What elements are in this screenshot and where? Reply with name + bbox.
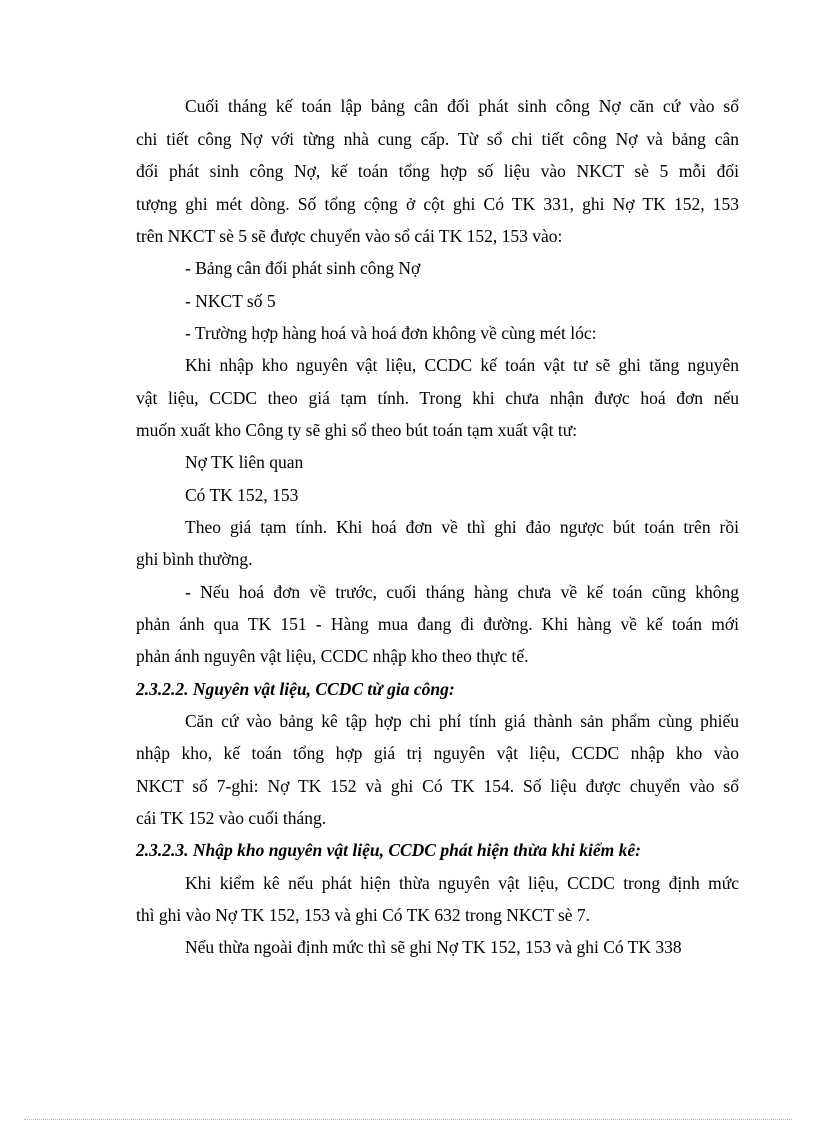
list-item: - NKCT số 5 [185, 291, 276, 311]
text-line: cái TK 152 vào cuối tháng. [136, 808, 327, 828]
text-line: vật liệu, CCDC theo giá tạm tính. Trong khi chưa nhận được hoá đơn nếu [136, 388, 739, 408]
list-item: - Trường hợp hàng hoá và hoá đơn không về cùng mét lóc: [185, 323, 597, 343]
text-line: NKCT số 7-ghi: Nợ TK 152 và ghi Có TK 154. Số liệu được chuyển vào sổ [136, 776, 739, 796]
text-line: Căn cứ vào bảng kê tập hợp chi phí tính giá thành sản phẩm cùng phiếu [185, 711, 739, 731]
text-line: muốn xuất kho Công ty sẽ ghi sổ theo bút toán tạm xuất vật tư: [136, 420, 578, 440]
list-item: - Bảng cân đối phát sinh công Nợ [185, 258, 421, 278]
text-line: trên NKCT sè 5 sẽ được chuyển vào sổ cái TK 152, 153 vào: [136, 226, 563, 246]
text-line: thì ghi vào Nợ TK 152, 153 và ghi Có TK 632 trong NKCT sè 7. [136, 905, 591, 925]
text-line: - Nếu hoá đơn về trước, cuối tháng hàng chưa về kế toán cũng không [185, 582, 739, 602]
text-line: Khi kiểm kê nếu phát hiện thừa nguyên vật liệu, CCDC trong định mức [185, 873, 739, 893]
text-line: đối phát sinh công Nợ, kế toán tổng hợp số liệu vào NKCT sè 5 mỗi đối [136, 161, 739, 181]
text-line: Nếu thừa ngoài định mức thì sẽ ghi Nợ TK 152, 153 và ghi Có TK 338 [185, 937, 682, 957]
text-line: ghi bình thường. [136, 549, 253, 569]
text-line: nhập kho, kế toán tổng hợp giá trị nguyên vật liệu, CCDC nhập kho vào [136, 743, 739, 763]
text-line: phản ánh qua TK 151 - Hàng mua đang đi đường. Khi hàng về kế toán mới [136, 614, 739, 634]
text-line: phản ánh nguyên vật liệu, CCDC nhập kho theo thực tế. [136, 646, 529, 666]
text-line: Khi nhập kho nguyên vật liệu, CCDC kế toán vật tư sẽ ghi tăng nguyên [185, 355, 739, 375]
section-heading: 2.3.2.2. Nguyên vật liệu, CCDC từ gia công: [136, 679, 455, 699]
text-line: Theo giá tạm tính. Khi hoá đơn về thì ghi đảo ngược bút toán trên rồi [185, 517, 739, 537]
section-heading: 2.3.2.3. Nhập kho nguyên vật liệu, CCDC phát hiện thừa khi kiểm kê: [136, 840, 641, 860]
text-line: Cuối tháng kế toán lập bảng cân đối phát sinh công Nợ căn cứ vào sổ [185, 96, 739, 116]
entry-line: Nợ TK liên quan [185, 452, 304, 472]
text-line: tượng ghi mét dòng. Số tổng cộng ở cột ghi Có TK 331, ghi Nợ TK 152, 153 [136, 194, 739, 214]
text-line: chi tiết công Nợ với từng nhà cung cấp. Từ sổ chi tiết công Nợ và bảng cân [136, 129, 739, 149]
entry-line: Có TK 152, 153 [185, 485, 299, 505]
page-bottom-rule [24, 1119, 792, 1120]
